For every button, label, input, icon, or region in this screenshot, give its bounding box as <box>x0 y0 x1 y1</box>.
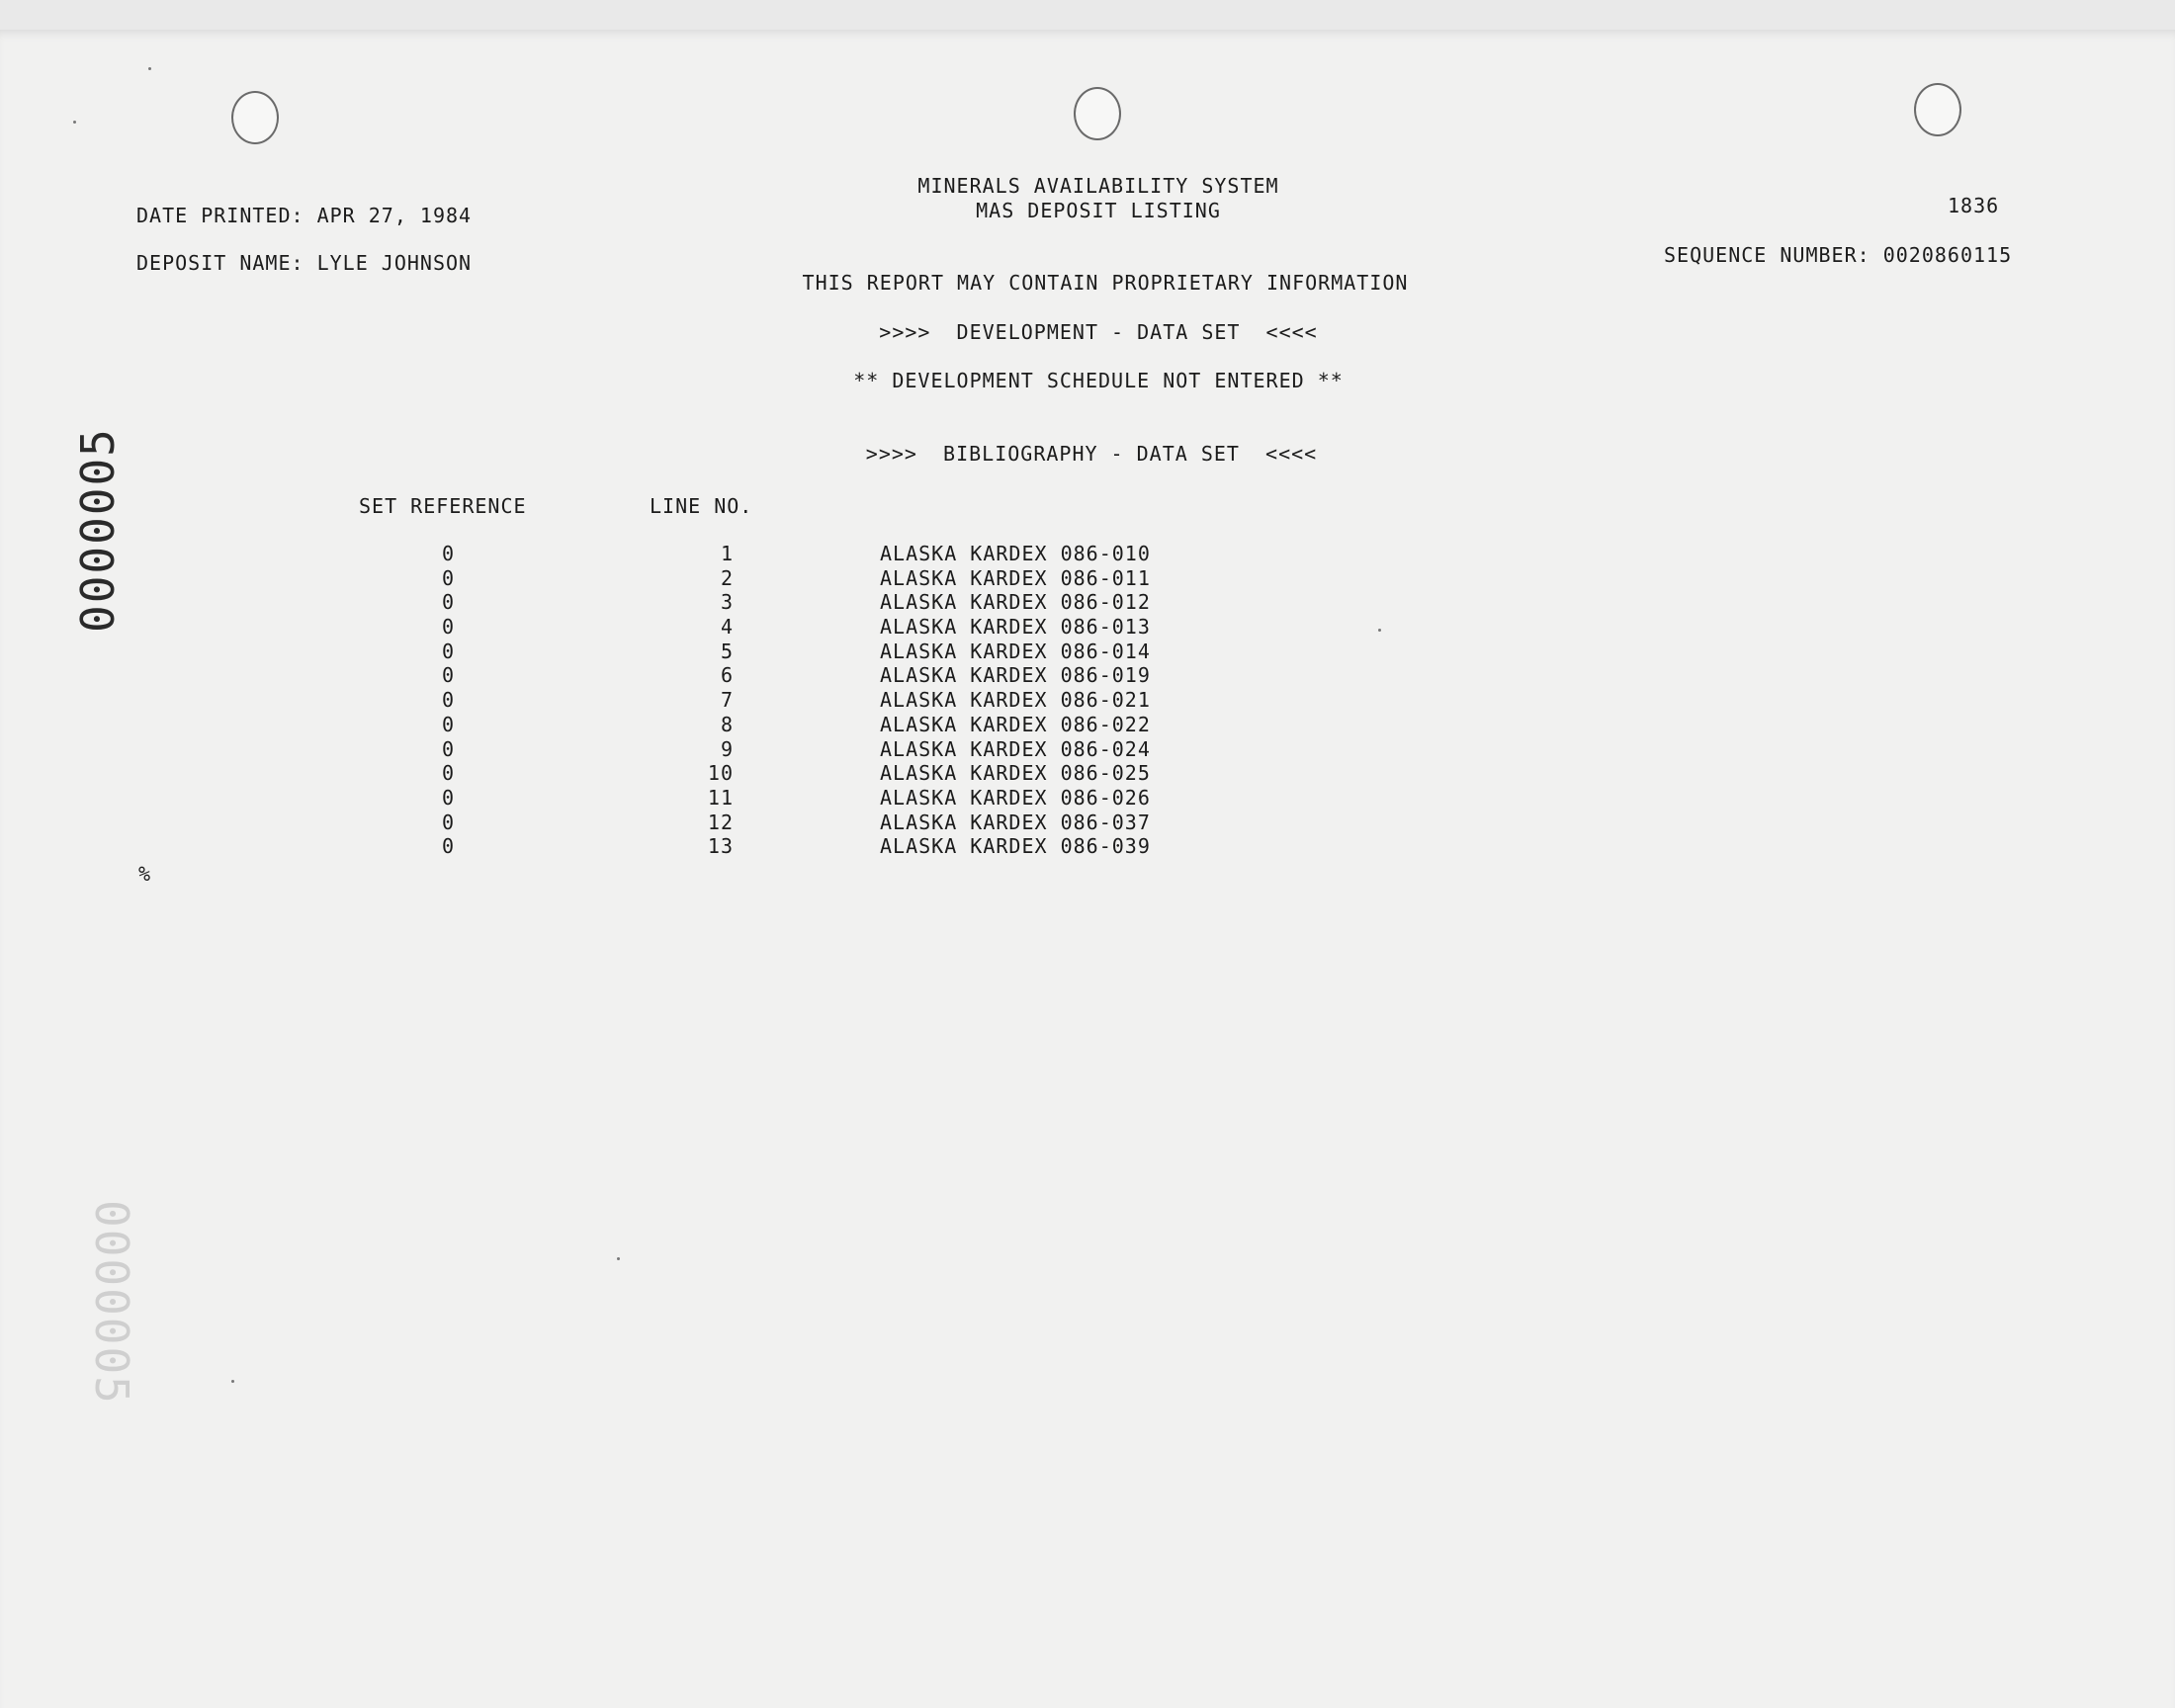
line-number-cell: 10 <box>707 761 734 786</box>
reference-text-cell: ALASKA KARDEX 086-025 <box>880 761 1151 786</box>
system-title: MINERALS AVAILABILITY SYSTEM <box>917 174 1279 198</box>
percent-mark: % <box>138 862 152 886</box>
line-number-cell: 5 <box>720 639 734 663</box>
reference-text-cell: ALASKA KARDEX 086-019 <box>880 663 1151 688</box>
bibliography-heading: >>>> BIBLIOGRAPHY - DATA SET <<<< <box>865 442 1318 466</box>
reference-text-cell: ALASKA KARDEX 086-013 <box>880 615 1151 640</box>
punch-hole-left <box>231 91 279 144</box>
side-stamp-number: 0000005 <box>71 427 125 633</box>
listing-title: MAS DEPOSIT LISTING <box>976 199 1221 222</box>
table-row <box>336 811 1151 835</box>
line-number-cell: 8 <box>720 712 734 736</box>
column-header-set-reference: SET REFERENCE <box>359 494 527 518</box>
reference-text-cell: ALASKA KARDEX 086-021 <box>880 688 1151 713</box>
line-number-cell: 12 <box>707 810 734 834</box>
reference-text-cell: ALASKA KARDEX 086-022 <box>880 712 1151 736</box>
bibliography-table <box>336 542 1151 859</box>
line-number-cell: 9 <box>720 736 734 761</box>
set-reference-cell: 0 <box>441 615 455 640</box>
line-number-cell: 2 <box>720 565 734 590</box>
set-reference-cell: 0 <box>441 736 455 761</box>
table-row <box>336 713 1151 737</box>
paper-speck <box>73 121 76 124</box>
table-row <box>336 737 1151 762</box>
table-row <box>336 834 1151 859</box>
table-row <box>336 688 1151 713</box>
proprietary-notice: THIS REPORT MAY CONTAIN PROPRIETARY INFORMATION <box>802 271 1409 295</box>
table-row <box>336 615 1151 640</box>
set-reference-cell: 0 <box>441 810 455 834</box>
reference-text-cell: ALASKA KARDEX 086-037 <box>880 810 1151 834</box>
paper-speck <box>617 1257 620 1260</box>
set-reference-cell: 0 <box>441 712 455 736</box>
table-row <box>336 542 1151 566</box>
ghost-stamp-number: 0000005 <box>85 1200 138 1406</box>
reference-text-cell: ALASKA KARDEX 086-014 <box>880 639 1151 663</box>
line-number-cell: 6 <box>720 663 734 688</box>
set-reference-cell: 0 <box>441 565 455 590</box>
line-number-cell: 13 <box>707 834 734 859</box>
deposit-name: DEPOSIT NAME: LYLE JOHNSON <box>136 251 473 275</box>
sequence-number: SEQUENCE NUMBER: 0020860115 <box>1664 243 2013 267</box>
reference-text-cell: ALASKA KARDEX 086-010 <box>880 542 1151 565</box>
paper-speck <box>148 67 151 70</box>
line-number-cell: 4 <box>720 615 734 640</box>
punch-hole-center <box>1074 87 1121 140</box>
set-reference-cell: 0 <box>441 688 455 713</box>
development-heading: >>>> DEVELOPMENT - DATA SET <<<< <box>879 320 1318 344</box>
line-number-cell: 11 <box>707 785 734 810</box>
paper-speck <box>231 1380 234 1383</box>
date-printed: DATE PRINTED: APR 27, 1984 <box>136 204 473 227</box>
reference-text-cell: ALASKA KARDEX 086-039 <box>880 834 1151 859</box>
set-reference-cell: 0 <box>441 590 455 615</box>
column-header-line-no: LINE NO. <box>650 494 753 518</box>
table-row <box>336 640 1151 664</box>
reference-text-cell: ALASKA KARDEX 086-024 <box>880 736 1151 761</box>
development-schedule-note: ** DEVELOPMENT SCHEDULE NOT ENTERED ** <box>853 369 1344 392</box>
punch-hole-right <box>1914 83 1961 136</box>
table-row <box>336 566 1151 591</box>
table-row <box>336 590 1151 615</box>
set-reference-cell: 0 <box>441 785 455 810</box>
set-reference-cell: 0 <box>441 542 455 565</box>
line-number-cell: 3 <box>720 590 734 615</box>
reference-text-cell: ALASKA KARDEX 086-011 <box>880 565 1151 590</box>
set-reference-cell: 0 <box>441 834 455 859</box>
line-number-cell: 7 <box>720 688 734 713</box>
reference-text-cell: ALASKA KARDEX 086-012 <box>880 590 1151 615</box>
set-reference-cell: 0 <box>441 761 455 786</box>
paper-speck <box>1378 629 1381 632</box>
table-row <box>336 761 1151 786</box>
reference-text-cell: ALASKA KARDEX 086-026 <box>880 785 1151 810</box>
table-row <box>336 663 1151 688</box>
line-number-cell: 1 <box>720 542 734 565</box>
table-row <box>336 786 1151 811</box>
set-reference-cell: 0 <box>441 639 455 663</box>
set-reference-cell: 0 <box>441 663 455 688</box>
page-number: 1836 <box>1948 194 2000 217</box>
